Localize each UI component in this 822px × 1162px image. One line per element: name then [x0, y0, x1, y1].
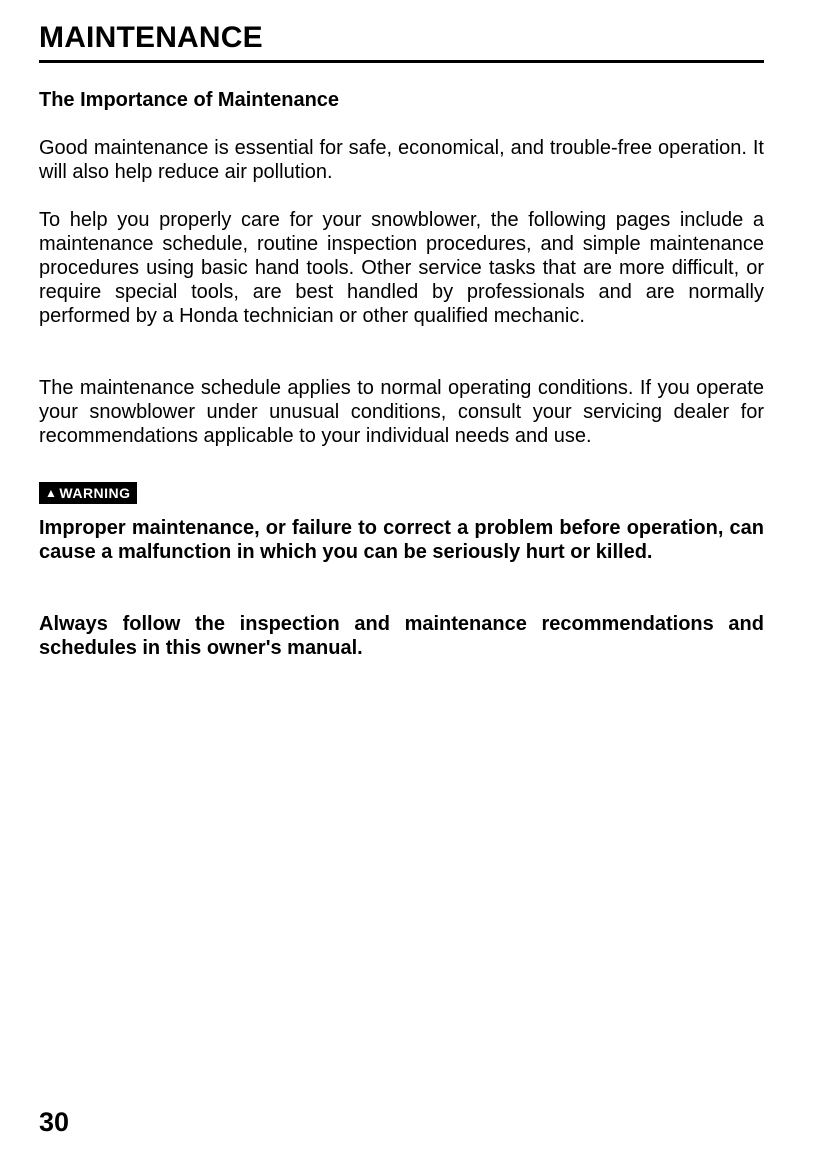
schedule-paragraph: The maintenance schedule applies to normal operating conditions. If you operate your snowblower under unusual conditions, consult your servicing dealer for recommendations applicable to your individual needs and use.	[39, 377, 764, 447]
title-divider	[39, 60, 764, 63]
warning-triangle-icon: ▲	[45, 486, 58, 500]
section-heading: The Importance of Maintenance	[39, 89, 340, 111]
care-paragraph: To help you properly care for your snowblower, the following pages include a maintenance schedule, routine inspection procedures, and simple maintenance procedures using basic hand tools. Other service tasks that are more difficult, or require special tools, are best handled by professionals and are normally performed by a Honda technician or other qualified mechanic.	[39, 209, 764, 327]
warning-message: Improper maintenance, or failure to correct a problem before operation, can cause a malfunction in which you can be seriously hurt or killed.	[39, 517, 764, 563]
warning-badge	[39, 482, 137, 504]
page-title: MAINTENANCE	[39, 21, 263, 54]
intro-paragraph: Good maintenance is essential for safe, economical, and trouble-free operation. It will also help reduce air pollution.	[39, 137, 764, 183]
page-number: 30	[39, 1107, 70, 1137]
warning-instruction: Always follow the inspection and maintenance recommendations and schedules in this owner's manual.	[39, 613, 764, 659]
warning-label: WARNING	[59, 485, 131, 501]
manual-page	[39, 0, 764, 1162]
